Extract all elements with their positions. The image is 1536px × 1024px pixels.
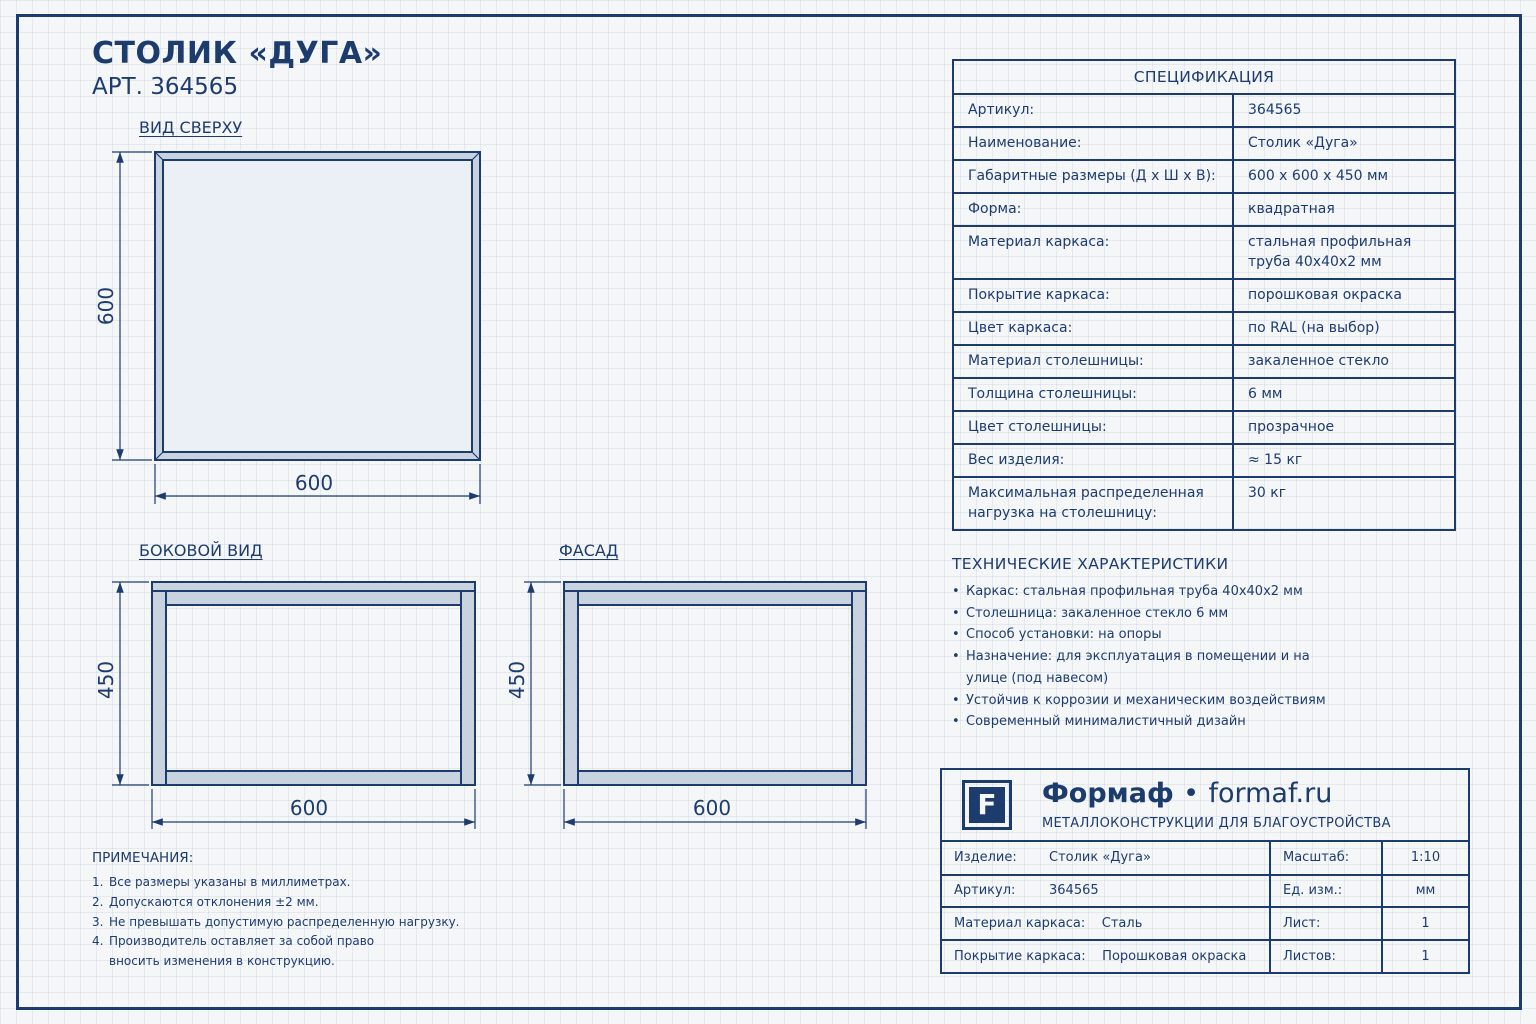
front-view-width-value: 600 (692, 796, 732, 820)
list-item: • Столешница: закаленное стекло 6 мм (952, 603, 1342, 625)
front-view-tabletop (564, 582, 866, 591)
spec-row (953, 477, 1455, 530)
tb-label: Листов: (1270, 940, 1382, 973)
top-view-width-dimension (155, 464, 480, 504)
spec-row (953, 279, 1455, 312)
spec-row (953, 312, 1455, 345)
brand-line (1042, 778, 1332, 809)
side-view-right-leg (461, 591, 475, 785)
front-view-width-dimension (564, 789, 866, 829)
front-view (564, 582, 866, 785)
spec-value: квадратная (1233, 193, 1455, 226)
note-number: 1. (92, 875, 104, 889)
tb-label: Изделие: (942, 842, 1037, 875)
tb-value: Сталь (1101, 915, 1143, 931)
spec-value: стальная профильная труба 40х40х2 мм (1233, 226, 1455, 279)
front-view-right-leg (852, 591, 866, 785)
spec-row (953, 444, 1455, 477)
spec-value: порошковая окраска (1233, 279, 1455, 312)
list-item (92, 932, 382, 972)
tb-value: Порошковая окраска (1102, 948, 1247, 964)
tb-value: 1 (1382, 940, 1468, 973)
front-view-left-leg (564, 591, 578, 785)
front-view-top-rail (578, 591, 852, 605)
table-row (942, 875, 1468, 908)
top-view-depth-value: 600 (94, 286, 118, 326)
tb-label: Артикул: (942, 875, 1037, 908)
spec-value: ≈ 15 кг (1233, 444, 1455, 477)
glass-tabletop (163, 160, 472, 452)
note-text: Все размеры указаны в миллиметрах. (109, 875, 351, 889)
side-view-label: БОКОВОЙ ВИД (139, 541, 263, 560)
front-view-label: ФАСАД (559, 541, 619, 560)
tb-label: Масштаб: (1270, 842, 1382, 875)
brand-logo-icon (962, 780, 1012, 830)
list-item: • Устойчив к коррозии и механическим воздействиям (952, 690, 1342, 712)
front-view-height-dimension (505, 582, 561, 785)
tb-label: Покрытие каркаса: (954, 948, 1086, 964)
note-number: 3. (92, 914, 104, 929)
side-view-left-leg (152, 591, 166, 785)
spec-key: Материал каркаса: (953, 226, 1233, 279)
tb-label: Ед. изм.: (1270, 875, 1382, 908)
tb-value: 1:10 (1382, 842, 1468, 875)
title-block-table (942, 842, 1468, 972)
spec-value: 364565 (1233, 94, 1455, 127)
spec-row (953, 411, 1455, 444)
list-item: • Назначение: для эксплуатация в помещении и на улице (под навесом) (952, 646, 1342, 689)
spec-key: Цвет столешницы: (953, 411, 1233, 444)
spec-key: Габаритные размеры (Д х Ш х В): (953, 160, 1233, 193)
note-number: 2. (92, 894, 104, 909)
brand-website: formaf.ru (1208, 778, 1333, 809)
spec-value: прозрачное (1233, 411, 1455, 444)
spec-row (953, 127, 1455, 160)
tb-value: 1 (1382, 907, 1468, 940)
top-view-depth-dimension (94, 152, 152, 460)
tech-characteristics-list (952, 581, 1342, 733)
list-item (92, 873, 460, 893)
spec-row (953, 378, 1455, 411)
front-view-height-value: 450 (505, 660, 529, 700)
top-view (155, 152, 480, 460)
title-block-header (942, 770, 1468, 842)
spec-row (953, 193, 1455, 226)
tb-label-value (942, 907, 1270, 940)
spec-value: 6 мм (1233, 378, 1455, 411)
note-number: 4. (92, 934, 104, 949)
tb-value: Столик «Дуга» (1037, 842, 1270, 875)
note-text: Производитель оставляет за собой право вносить изменения в конструкцию. (109, 934, 375, 969)
brand-separator: • (1183, 778, 1200, 809)
spec-key: Артикул: (953, 94, 1233, 127)
side-view-width-value: 600 (289, 796, 329, 820)
spec-value: по RAL (на выбор) (1233, 312, 1455, 345)
side-view-tabletop (152, 582, 475, 591)
spec-row (953, 226, 1455, 279)
side-view-height-value: 450 (94, 660, 118, 700)
spec-key: Форма: (953, 193, 1233, 226)
tech-characteristics-title: ТЕХНИЧЕСКИЕ ХАРАКТЕРИСТИКИ (952, 555, 1229, 573)
spec-row (953, 345, 1455, 378)
list-item: • Современный минималистичный дизайн (952, 711, 1342, 733)
spec-value: закаленное стекло (1233, 345, 1455, 378)
spec-row (953, 160, 1455, 193)
tb-label: Лист: (1270, 907, 1382, 940)
top-view-width-value: 600 (294, 471, 334, 495)
spec-key: Максимальная распределенная нагрузка на столешницу: (953, 477, 1233, 530)
table-row (942, 940, 1468, 973)
logo-letter: F (969, 787, 1005, 823)
spec-key: Толщина столешницы: (953, 378, 1233, 411)
front-view-bottom-rail (578, 771, 852, 785)
notes-list (92, 873, 460, 972)
drawing-title: СТОЛИК «ДУГА» (92, 36, 383, 71)
title-block (940, 768, 1470, 974)
list-item: • Способ установки: на опоры (952, 624, 1342, 646)
tb-label: Материал каркаса: (954, 915, 1086, 931)
tb-value: 364565 (1037, 875, 1270, 908)
list-item (92, 913, 460, 933)
note-text: Не превышать допустимую распределенную нагрузку. (109, 914, 460, 929)
table-row (942, 842, 1468, 875)
spec-key: Наименование: (953, 127, 1233, 160)
brand-tagline: МЕТАЛЛОКОНСТРУКЦИИ ДЛЯ БЛАГОУСТРОЙСТВА (1042, 816, 1391, 831)
spec-value: Столик «Дуга» (1233, 127, 1455, 160)
spec-value: 600 х 600 х 450 мм (1233, 160, 1455, 193)
spec-row (953, 94, 1455, 127)
side-view (152, 582, 475, 785)
side-view-bottom-rail (166, 771, 461, 785)
spec-value: 30 кг (1233, 477, 1455, 530)
spec-key: Покрытие каркаса: (953, 279, 1233, 312)
spec-key: Материал столешницы: (953, 345, 1233, 378)
side-view-height-dimension (94, 582, 149, 785)
note-text: Допускаются отклонения ±2 мм. (109, 894, 319, 909)
side-view-width-dimension (152, 789, 475, 829)
side-view-top-rail (166, 591, 461, 605)
list-item (92, 893, 460, 913)
list-item: • Каркас: стальная профильная труба 40х40х2 мм (952, 581, 1342, 603)
top-view-label: ВИД СВЕРХУ (139, 118, 243, 137)
tb-value: мм (1382, 875, 1468, 908)
specification-title: СПЕЦИФИКАЦИЯ (953, 60, 1455, 94)
tb-label-value (942, 940, 1270, 973)
table-row (942, 907, 1468, 940)
notes-title: ПРИМЕЧАНИЯ: (92, 850, 194, 866)
spec-key: Цвет каркаса: (953, 312, 1233, 345)
specification-table (952, 59, 1456, 531)
brand-name: Формаф (1042, 778, 1174, 809)
spec-key: Вес изделия: (953, 444, 1233, 477)
article-subtitle: АРТ. 364565 (92, 74, 239, 100)
